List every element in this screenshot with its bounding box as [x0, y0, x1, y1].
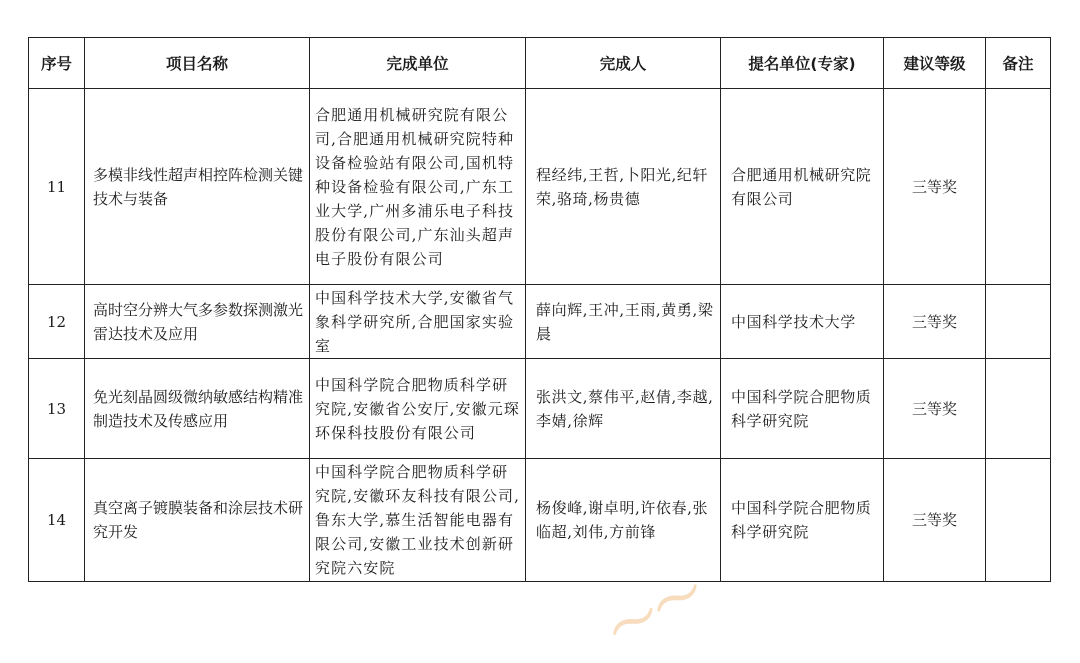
awards-table: [28, 37, 1051, 582]
watermark-graphic: 〜〜: [598, 562, 714, 661]
nominator: 中国科学院合肥物质科学研究院: [721, 359, 884, 459]
nominator: 中国科学院合肥物质科学研究院: [721, 459, 884, 582]
table-row: [29, 459, 1051, 582]
award-level: 三等奖: [884, 89, 986, 285]
award-level: 三等奖: [884, 459, 986, 582]
completion-people: 程经纬,王哲,卜阳光,纪轩荣,骆琦,杨贵德: [526, 89, 721, 285]
remark: [986, 285, 1051, 359]
row-number: 13: [29, 359, 85, 459]
nominator: 合肥通用机械研究院有限公司: [721, 89, 884, 285]
completion-units: 合肥通用机械研究院有限公司,合肥通用机械研究院特种设备检验站有限公司,国机特种设备检验有限公司,广东工业大学,广州多浦乐电子科技股份有限公司,广东汕头超声电子股份有限公司: [310, 89, 526, 285]
award-level: 三等奖: [884, 359, 986, 459]
completion-units: 中国科学技术大学,安徽省气象科学研究所,合肥国家实验室: [310, 285, 526, 359]
project-name: 多模非线性超声相控阵检测关键技术与装备: [85, 89, 310, 285]
completion-units: 中国科学院合肥物质科学研究院,安徽省公安厅,安徽元琛环保科技股份有限公司: [310, 359, 526, 459]
header-nominator: 提名单位(专家): [721, 38, 884, 89]
completion-people: 杨俊峰,谢卓明,许依春,张临超,刘伟,方前锋: [526, 459, 721, 582]
header-no: 序号: [29, 38, 85, 89]
row-number: 11: [29, 89, 85, 285]
remark: [986, 459, 1051, 582]
header-level: 建议等级: [884, 38, 986, 89]
project-name: 高时空分辨大气多参数探测激光雷达技术及应用: [85, 285, 310, 359]
completion-people: 薛向辉,王冲,王雨,黄勇,梁晨: [526, 285, 721, 359]
table-row: [29, 89, 1051, 285]
header-remark: 备注: [986, 38, 1051, 89]
remark: [986, 359, 1051, 459]
row-number: 12: [29, 285, 85, 359]
completion-units: 中国科学院合肥物质科学研究院,安徽环友科技有限公司,鲁东大学,慕生活智能电器有限公司,安徽工业技术创新研究院六安院: [310, 459, 526, 582]
row-number: 14: [29, 459, 85, 582]
table-row: [29, 359, 1051, 459]
header-project: 项目名称: [85, 38, 310, 89]
remark: [986, 89, 1051, 285]
header-people: 完成人: [526, 38, 721, 89]
project-name: 免光刻晶圆级微纳敏感结构精准制造技术及传感应用: [85, 359, 310, 459]
table-header-row: [29, 38, 1051, 89]
nominator: 中国科学技术大学: [721, 285, 884, 359]
project-name: 真空离子镀膜装备和涂层技术研究开发: [85, 459, 310, 582]
award-level: 三等奖: [884, 285, 986, 359]
header-units: 完成单位: [310, 38, 526, 89]
table-row: [29, 285, 1051, 359]
completion-people: 张洪文,蔡伟平,赵倩,李越,李婧,徐辉: [526, 359, 721, 459]
